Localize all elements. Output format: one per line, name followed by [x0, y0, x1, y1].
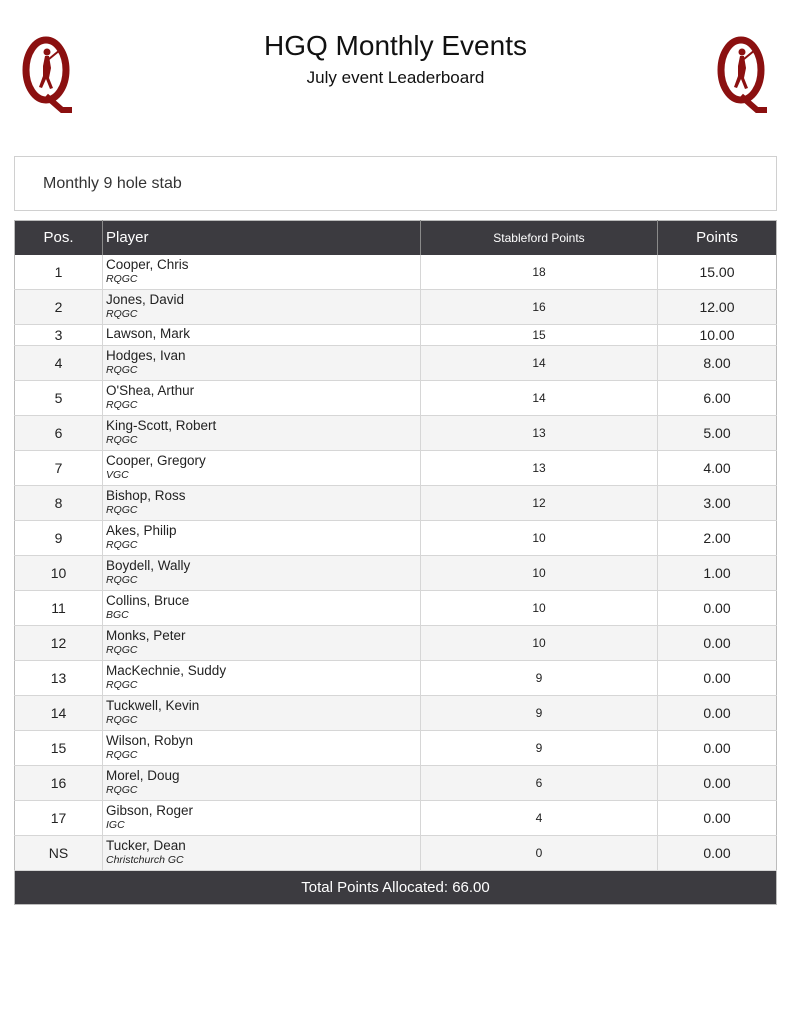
page-title: HGQ Monthly Events [264, 30, 527, 61]
cell-position: 3 [15, 325, 103, 346]
table-row [15, 731, 777, 766]
cell-position: 1 [15, 255, 103, 290]
player-club: RQGC [106, 644, 138, 656]
player-club: BGC [106, 609, 129, 621]
cell-position: 15 [15, 731, 103, 766]
page-subtitle: July event Leaderboard [306, 68, 485, 87]
cell-position: 13 [15, 661, 103, 696]
player-name: Gibson, Roger [106, 803, 194, 818]
cell-position: 16 [15, 766, 103, 801]
cell-points: 0.00 [658, 836, 777, 871]
player-name: Tucker, Dean [106, 838, 186, 853]
cell-position: 8 [15, 486, 103, 521]
table-row [15, 325, 777, 346]
cell-player [103, 290, 421, 325]
cell-stableford-points: 9 [421, 696, 658, 731]
player-club: RQGC [106, 574, 138, 586]
table-header-row [15, 221, 777, 255]
cell-position: 2 [15, 290, 103, 325]
cell-player [103, 836, 421, 871]
cell-player [103, 591, 421, 626]
player-name: O'Shea, Arthur [106, 383, 195, 398]
cell-player [103, 556, 421, 591]
cell-player [103, 766, 421, 801]
cell-player [103, 346, 421, 381]
player-club: RQGC [106, 308, 138, 320]
cell-points: 4.00 [658, 451, 777, 486]
cell-stableford-points: 14 [421, 346, 658, 381]
cell-player [103, 696, 421, 731]
table-row [15, 626, 777, 661]
cell-stableford-points: 4 [421, 801, 658, 836]
cell-stableford-points: 13 [421, 416, 658, 451]
table-row [15, 416, 777, 451]
player-name: Cooper, Chris [106, 256, 189, 272]
page-header [0, 28, 791, 88]
table-row [15, 381, 777, 416]
cell-points: 0.00 [658, 591, 777, 626]
leaderboard-rows [15, 255, 777, 871]
table-row [15, 451, 777, 486]
cell-position: NS [15, 836, 103, 871]
cell-player [103, 801, 421, 836]
cell-position: 6 [15, 416, 103, 451]
cell-stableford-points: 10 [421, 521, 658, 556]
player-club: RQGC [106, 714, 138, 726]
cell-stableford-points: 10 [421, 626, 658, 661]
cell-points: 8.00 [658, 346, 777, 381]
cell-stableford-points: 10 [421, 591, 658, 626]
player-club: RQGC [106, 784, 138, 796]
table-footer-row [15, 871, 777, 905]
player-club: RQGC [106, 504, 138, 516]
event-name: Monthly 9 hole stab [43, 174, 182, 192]
cell-points: 0.00 [658, 766, 777, 801]
cell-points: 10.00 [658, 325, 777, 346]
cell-position: 14 [15, 696, 103, 731]
player-name: Boydell, Wally [106, 558, 191, 573]
player-name: Lawson, Mark [106, 326, 191, 341]
cell-stableford-points: 16 [421, 290, 658, 325]
cell-points: 6.00 [658, 381, 777, 416]
player-club: RQGC [106, 749, 138, 761]
cell-points: 3.00 [658, 486, 777, 521]
cell-points: 0.00 [658, 801, 777, 836]
cell-player [103, 451, 421, 486]
player-name: Jones, David [106, 292, 185, 307]
cell-points: 0.00 [658, 626, 777, 661]
cell-points: 15.00 [658, 255, 777, 290]
player-name: Hodges, Ivan [106, 348, 186, 363]
cell-points: 0.00 [658, 661, 777, 696]
table-row [15, 486, 777, 521]
table-row [15, 290, 777, 325]
player-club: VGC [106, 469, 129, 481]
table-row [15, 801, 777, 836]
player-club: RQGC [106, 399, 138, 411]
cell-position: 4 [15, 346, 103, 381]
table-row [15, 696, 777, 731]
leaderboard-table [14, 220, 777, 905]
player-club: RQGC [106, 364, 138, 376]
player-club: RQGC [106, 539, 138, 551]
column-header-pos: Pos. [15, 221, 103, 255]
table-row [15, 661, 777, 696]
table-row [15, 836, 777, 871]
player-club: Christchurch GC [106, 854, 184, 866]
cell-position: 12 [15, 626, 103, 661]
player-club: IGC [106, 819, 125, 831]
table-row [15, 255, 777, 290]
cell-points: 12.00 [658, 290, 777, 325]
cell-stableford-points: 9 [421, 731, 658, 766]
cell-points: 1.00 [658, 556, 777, 591]
player-name: Tuckwell, Kevin [106, 698, 200, 713]
player-name: Cooper, Gregory [106, 453, 206, 468]
cell-points: 0.00 [658, 696, 777, 731]
player-name: Akes, Philip [106, 523, 177, 538]
event-name-panel [14, 156, 777, 211]
cell-player [103, 255, 421, 290]
cell-player [103, 661, 421, 696]
cell-stableford-points: 14 [421, 381, 658, 416]
player-club: RQGC [106, 272, 138, 285]
table-row [15, 766, 777, 801]
player-club: RQGC [106, 434, 138, 446]
cell-points: 0.00 [658, 731, 777, 766]
table-row [15, 556, 777, 591]
cell-player [103, 381, 421, 416]
total-points-allocated: Total Points Allocated: 66.00 [15, 871, 777, 905]
player-club: RQGC [106, 679, 138, 691]
cell-position: 17 [15, 801, 103, 836]
cell-player [103, 486, 421, 521]
cell-position: 9 [15, 521, 103, 556]
cell-player [103, 731, 421, 766]
player-name: King-Scott, Robert [106, 418, 217, 433]
cell-position: 11 [15, 591, 103, 626]
cell-stableford-points: 15 [421, 325, 658, 346]
cell-stableford-points: 12 [421, 486, 658, 521]
cell-position: 5 [15, 381, 103, 416]
player-name: Bishop, Ross [106, 488, 186, 503]
cell-stableford-points: 6 [421, 766, 658, 801]
cell-points: 2.00 [658, 521, 777, 556]
cell-position: 7 [15, 451, 103, 486]
column-header-player: Player [103, 221, 421, 255]
table-row [15, 591, 777, 626]
cell-stableford-points: 9 [421, 661, 658, 696]
column-header-points: Points [658, 221, 777, 255]
column-header-stableford: Stableford Points [421, 221, 658, 255]
cell-stableford-points: 0 [421, 836, 658, 871]
cell-points: 5.00 [658, 416, 777, 451]
cell-stableford-points: 10 [421, 556, 658, 591]
player-name: Collins, Bruce [106, 593, 190, 608]
player-name: Monks, Peter [106, 628, 186, 643]
cell-player [103, 521, 421, 556]
player-name: Wilson, Robyn [106, 733, 194, 748]
cell-player [103, 626, 421, 661]
player-name: Morel, Doug [106, 768, 180, 783]
cell-player [103, 416, 421, 451]
cell-stableford-points: 13 [421, 451, 658, 486]
table-row [15, 521, 777, 556]
cell-stableford-points: 18 [421, 255, 658, 290]
cell-position: 10 [15, 556, 103, 591]
table-row [15, 346, 777, 381]
player-name: MacKechnie, Suddy [106, 663, 227, 678]
cell-player [103, 325, 421, 346]
